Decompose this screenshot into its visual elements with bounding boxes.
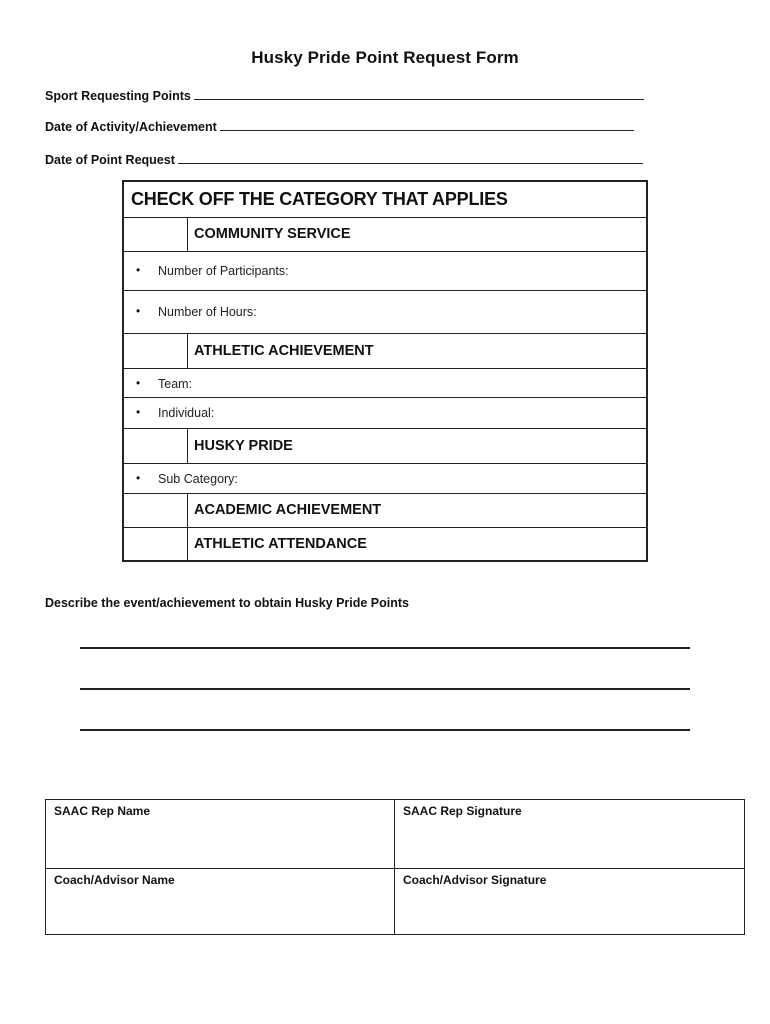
athletic-attendance-checkbox[interactable] <box>124 528 188 562</box>
bullet-icon: • <box>136 304 141 318</box>
athletic-attendance-row <box>124 528 646 562</box>
academic-achievement-checkbox[interactable] <box>124 494 188 527</box>
saac-rep-signature-label: SAAC Rep Signature <box>403 804 522 818</box>
husky-pride-label: HUSKY PRIDE <box>194 438 293 454</box>
date-request-line[interactable] <box>178 151 643 164</box>
saac-rep-signature-cell[interactable] <box>395 800 744 869</box>
husky-pride-row <box>124 429 646 464</box>
husky-pride-checkbox[interactable] <box>124 429 188 463</box>
sub-category-row[interactable] <box>124 464 646 494</box>
participants-row[interactable] <box>124 252 646 291</box>
athletic-achievement-checkbox[interactable] <box>124 334 188 368</box>
academic-achievement-label: ACADEMIC ACHIEVEMENT <box>194 502 382 518</box>
date-activity-label: Date of Activity/Achievement <box>45 120 217 134</box>
date-request-label: Date of Point Request <box>45 153 175 167</box>
signature-table <box>45 799 745 935</box>
hours-row[interactable] <box>124 291 646 334</box>
category-header-row <box>124 182 646 218</box>
bullet-icon: • <box>136 471 141 485</box>
athletic-achievement-row <box>124 334 646 369</box>
date-request-field[interactable] <box>45 151 643 167</box>
hours-label: Number of Hours: <box>158 305 257 319</box>
community-service-checkbox[interactable] <box>124 218 188 251</box>
description-line-3[interactable] <box>80 729 690 731</box>
sub-category-label: Sub Category: <box>158 472 238 486</box>
participants-label: Number of Participants: <box>158 264 289 278</box>
description-line-1[interactable] <box>80 647 690 649</box>
bullet-icon: • <box>136 263 141 277</box>
describe-label: Describe the event/achievement to obtain Husky Pride Points <box>45 596 409 610</box>
sport-requesting-line[interactable] <box>194 87 644 100</box>
sport-requesting-label: Sport Requesting Points <box>45 89 191 103</box>
community-service-label: COMMUNITY SERVICE <box>194 226 351 242</box>
form-title: Husky Pride Point Request Form <box>251 48 519 67</box>
coach-signature-cell[interactable] <box>395 869 744 934</box>
category-table <box>122 180 648 562</box>
individual-row[interactable] <box>124 398 646 429</box>
saac-rep-name-cell[interactable] <box>46 800 395 869</box>
individual-label: Individual: <box>158 406 215 420</box>
description-line-2[interactable] <box>80 688 690 690</box>
saac-rep-name-label: SAAC Rep Name <box>54 804 151 818</box>
category-header: CHECK OFF THE CATEGORY THAT APPLIES <box>131 189 508 209</box>
coach-name-label: Coach/Advisor Name <box>54 873 175 887</box>
community-service-row <box>124 218 646 252</box>
team-label: Team: <box>158 377 193 391</box>
team-row[interactable] <box>124 369 646 398</box>
athletic-attendance-label: ATHLETIC ATTENDANCE <box>194 536 367 552</box>
date-activity-line[interactable] <box>220 118 634 131</box>
bullet-icon: • <box>136 405 141 419</box>
bullet-icon: • <box>136 376 141 390</box>
athletic-achievement-label: ATHLETIC ACHIEVEMENT <box>194 343 374 359</box>
academic-achievement-row <box>124 494 646 528</box>
sport-requesting-field[interactable] <box>45 87 644 103</box>
coach-name-cell[interactable] <box>46 869 395 934</box>
date-activity-field[interactable] <box>45 118 634 134</box>
coach-signature-label: Coach/Advisor Signature <box>403 873 547 887</box>
